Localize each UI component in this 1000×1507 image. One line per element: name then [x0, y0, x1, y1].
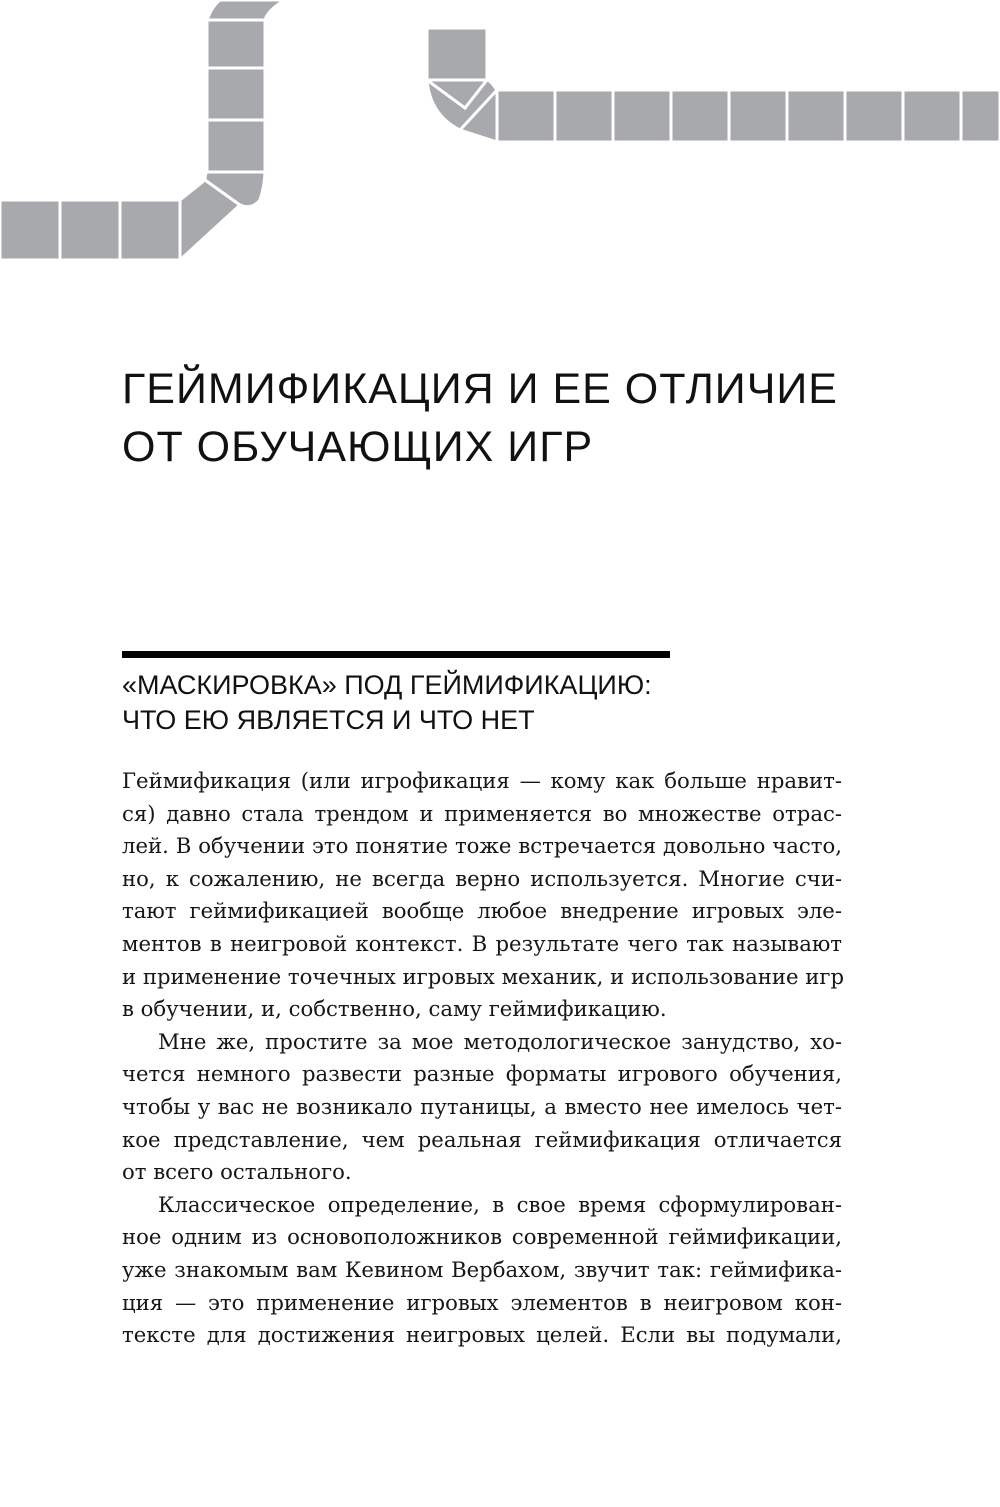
text-line: тексте для достижения неигровых целей. Если вы подумали,: [122, 1322, 842, 1348]
track-tile: [961, 90, 1000, 142]
chapter-title-line: ОТ ОБУЧАЮЩИХ ИГР: [122, 423, 594, 471]
text-line: Геймификация (или игрофикация — кому как больше нравит-: [122, 768, 842, 793]
text-line: уже знакомым вам Кевином Вербахом, звучит так: геймифика-: [122, 1256, 842, 1282]
text-line: Мне же, простите за мое методологическое занудство, хо-: [158, 1028, 842, 1054]
text-line: и применение точечных игровых механик, и использование игр: [122, 963, 845, 989]
track-tile: [0, 200, 60, 260]
text-line: в обучении, и, собственно, саму геймификацию.: [122, 996, 667, 1022]
track-tile: [120, 200, 180, 260]
text-line: но, к сожалению, не всегда верно используется. Многие счи-: [122, 865, 842, 891]
paragraph-2: [122, 1026, 842, 1189]
track-tile: [207, 0, 285, 20]
text-line: чтобы у вас не возникало путаницы, а вместо нее имелось чет-: [122, 1093, 842, 1119]
track-tile: [427, 28, 487, 80]
track-tile: [903, 90, 961, 142]
text-line: от всего остального.: [122, 1159, 352, 1185]
text-line: Классическое определение, в свое время сформулирован-: [158, 1191, 842, 1217]
body-text: [122, 765, 845, 1352]
chapter-title: [122, 360, 942, 476]
track-tile: [60, 200, 120, 260]
track-tile: [497, 90, 555, 142]
paragraph-1: [122, 765, 845, 1026]
track-tile: [207, 68, 265, 120]
track-tile: [555, 90, 613, 142]
section-title: [122, 668, 842, 738]
text-line: ся) давно стала трендом и применяется во множестве отрас-: [122, 800, 842, 826]
track-tile: [207, 20, 265, 68]
chapter-title-line: ГЕЙМИФИКАЦИЯ И ЕЕ ОТЛИЧИЕ: [122, 365, 838, 413]
track-tile: [671, 90, 729, 142]
text-line: лей. В обучении это понятие тоже встречается довольно часто,: [122, 833, 842, 859]
text-line: ментов в неигровой контекст. В результате чего так называют: [122, 930, 842, 956]
section-title-line: ЧТО ЕЮ ЯВЛЯЕТСЯ И ЧТО НЕТ: [122, 705, 535, 735]
track-tile: [845, 90, 903, 142]
decorative-track-graphic: [0, 0, 1000, 300]
track-tile: [787, 90, 845, 142]
track-tile: [613, 90, 671, 142]
paragraph-3: [122, 1189, 842, 1352]
text-line: ное одним из основоположников современной геймификации,: [122, 1224, 842, 1250]
text-line: тают геймификацией вообще любое внедрение игровых эле-: [122, 898, 842, 924]
text-line: кое представление, чем реальная геймификация отличается: [122, 1126, 842, 1152]
track-tile: [729, 90, 787, 142]
section-divider: [122, 651, 670, 658]
track-tile: [207, 120, 265, 172]
text-line: чется немного развести разные форматы игрового обучения,: [122, 1061, 842, 1087]
text-line: ция — это применение игровых элементов в неигровом кон-: [122, 1289, 842, 1315]
section-title-line: «МАСКИРОВКА» ПОД ГЕЙМИФИКАЦИЮ:: [122, 670, 652, 700]
